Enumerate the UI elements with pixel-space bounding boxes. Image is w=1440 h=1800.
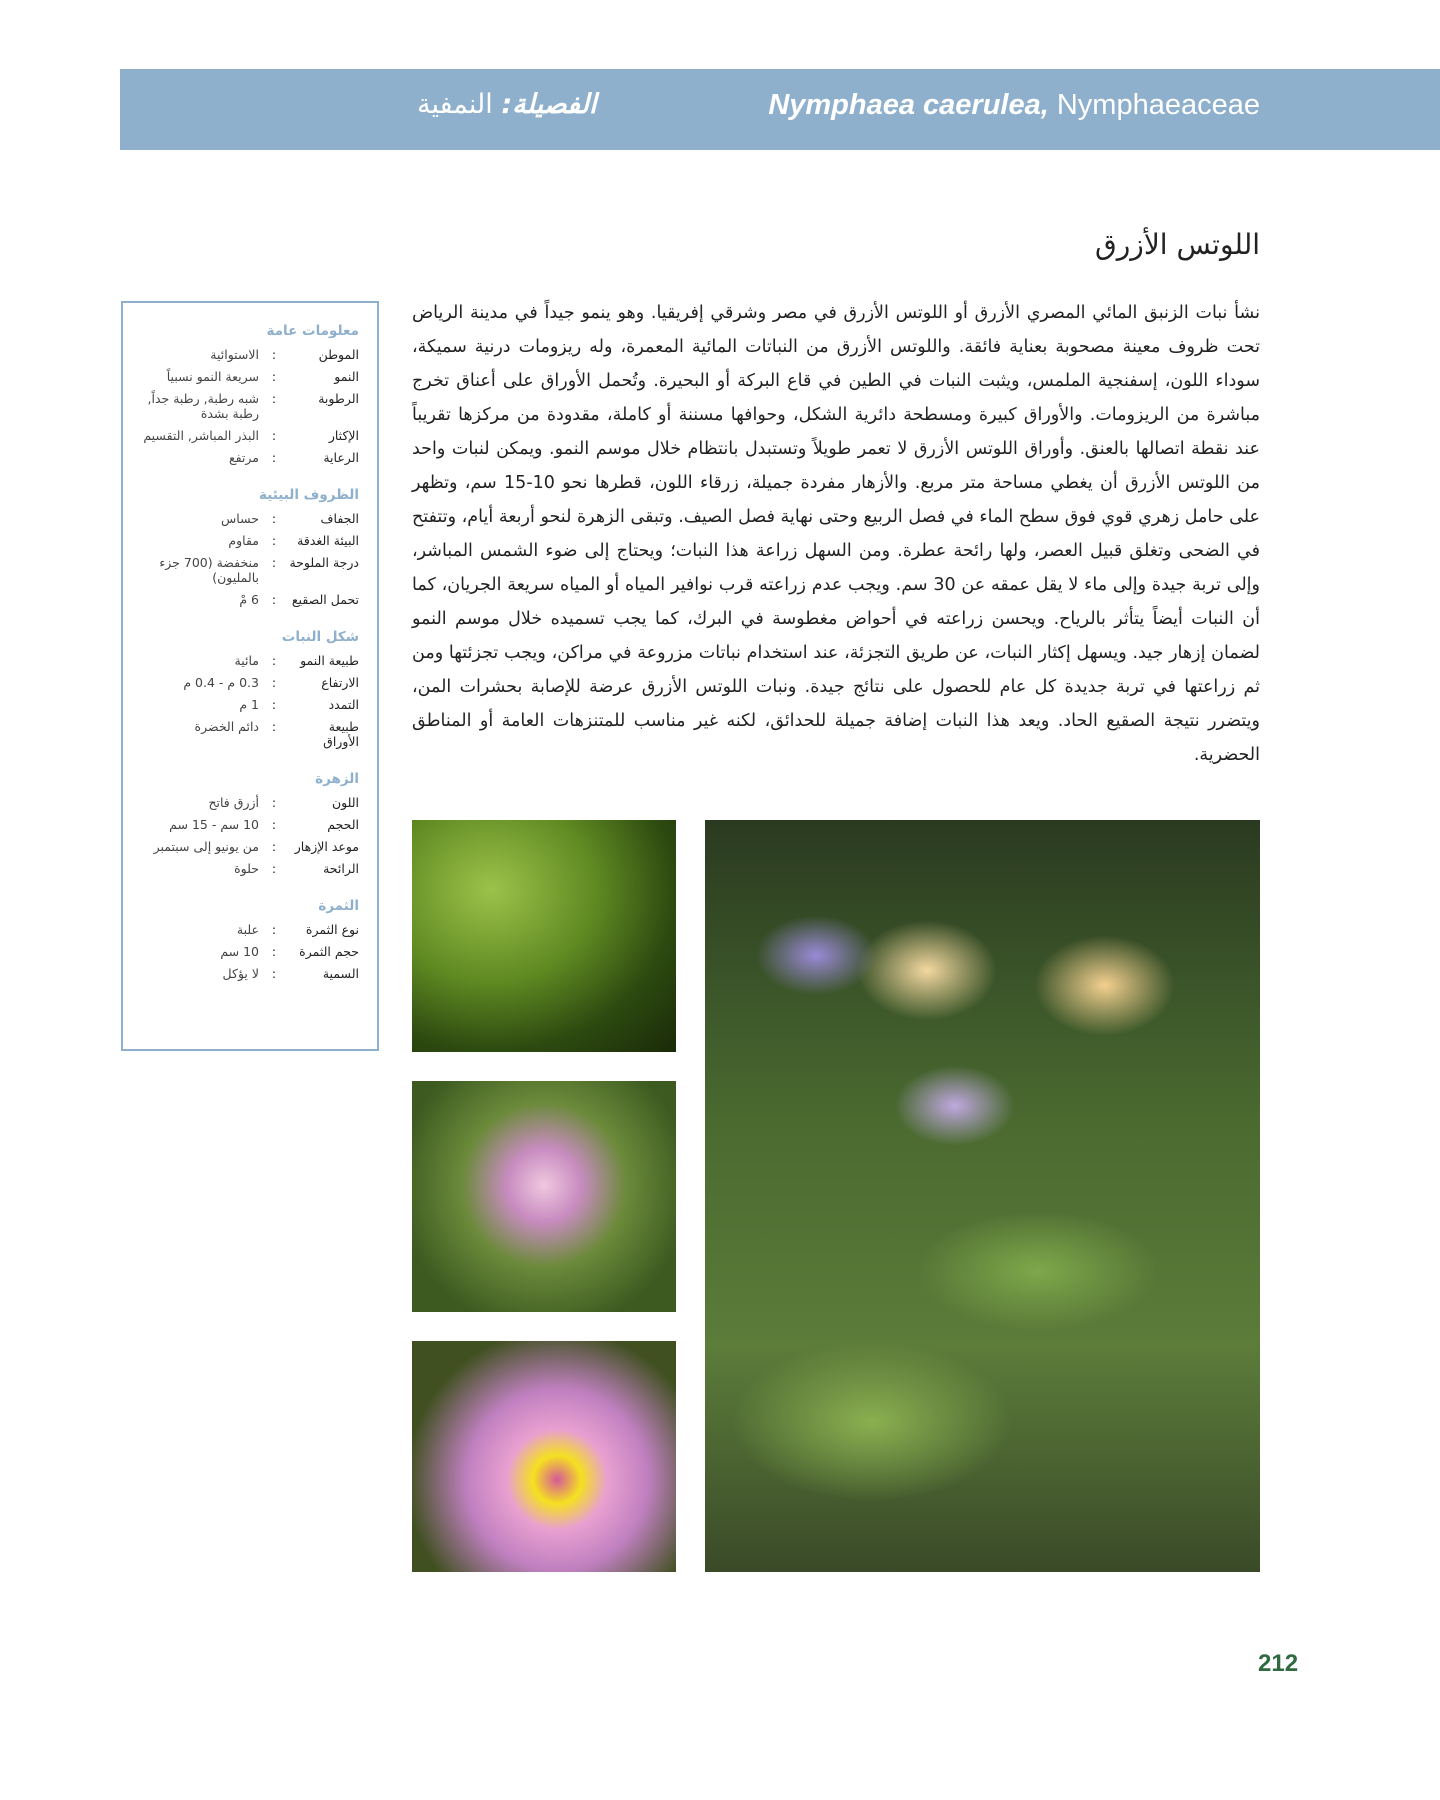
info-value: 1 م xyxy=(239,697,259,712)
colon: : xyxy=(271,653,277,668)
header-band xyxy=(120,69,1440,150)
colon: : xyxy=(271,555,277,570)
info-value: منخفضة (700 جزء بالمليون) xyxy=(159,555,259,585)
info-row xyxy=(133,533,359,548)
info-row xyxy=(133,697,359,712)
info-key: الارتفاع xyxy=(321,675,359,690)
info-row xyxy=(133,369,359,384)
info-key: الإكثار xyxy=(328,428,359,443)
info-row xyxy=(133,719,359,749)
colon: : xyxy=(271,428,277,443)
info-value: البذر المباشر, التقسيم xyxy=(143,428,259,443)
colon: : xyxy=(271,697,277,712)
info-key: السمية xyxy=(322,966,359,981)
info-row xyxy=(133,428,359,443)
info-row xyxy=(133,922,359,937)
info-key: البيئة الغدقة xyxy=(297,533,359,548)
colon: : xyxy=(271,450,277,465)
info-key: الموطن xyxy=(318,347,359,362)
info-row xyxy=(133,653,359,668)
info-value: مقاوم xyxy=(228,533,259,548)
colon: : xyxy=(271,347,277,362)
info-key: طبيعة النمو xyxy=(300,653,359,668)
section-heading: شكل النبات xyxy=(281,629,359,645)
info-value: من يونيو إلى سبتمبر xyxy=(153,839,259,854)
photo-leaves xyxy=(412,820,676,1052)
info-value: علبة xyxy=(236,922,259,937)
info-section xyxy=(133,323,359,465)
info-row xyxy=(133,347,359,362)
info-key: موعد الإزهار xyxy=(294,839,359,854)
info-value: مرتفع xyxy=(228,450,259,465)
info-row xyxy=(133,675,359,690)
info-value: 10 سم xyxy=(220,944,259,959)
colon: : xyxy=(271,839,277,854)
colon: : xyxy=(271,922,277,937)
page-title: اللوتس الأزرق xyxy=(1095,228,1260,261)
info-value: شبه رطبة, رطبة جداً, رطبة بشدة xyxy=(147,391,259,421)
info-row xyxy=(133,450,359,465)
colon: : xyxy=(271,511,277,526)
description-paragraph: نشأ نبات الزنبق المائي المصري الأزرق أو اللوتس الأزرق في مصر وشرقي إفريقيا. وهو ينمو جيداً في مدينة الرياض تحت ظروف معينة مصحوبة بعناية فائقة. واللوتس الأزرق من النباتات المائية المعمرة، وله ريزومات درنية سميكة، سوداء اللون، إسفنجية الملمس، ويثبت النبات في الطين في قاع البركة أو البحيرة. وتُحمل الأوراق على أعناق تخرج مباشرة من الريزومات. والأوراق كبيرة ومسطحة دائرية الشكل، وحوافها مسننة أو كاملة، مقدودة من مركزها تقريباً عند نقطة اتصالها بالعنق. وأوراق اللوتس الأزرق لا تعمر طويلاً وتستبدل بانتظام خلال موسم النمو. ويمكن لنبات واحد من اللوتس الأزرق أن يغطي مساحة متر مربع. والأزهار مفردة جميلة، زرقاء اللون، قطرها نحو 10-15 سم، وتظهر على حامل زهري قوي فوق سطح الماء في فصل الربيع وحتى نهاية فصل الصيف. وتبقى الزهرة لنحو أربعة أيام، وتتفتح في الضحى وتغلق قبيل العصر، ولها رائحة عطرة. ومن السهل زراعة هذا النبات؛ ويحتاج إلى ضوء الشمس المباشر، وإلى تربة جيدة وإلى ماء لا يقل عمقه عن 30 سم. ويجب عدم زراعته قرب نوافير المياه أو المياه سريعة الجريان، كما أن النبات أيضاً يتأثر بالرياح. ويحسن زراعته في أحواض مغطوسة في البرك، كما يجب تسميده خلال موسم النمو لضمان إزهار جيد. ويسهل إكثار النبات، عن طريق التجزئة، عند استخدام نباتات مزروعة في مراكن، ويجب تجزئتها ومن ثم زراعتها في تربة جديدة كل عام للحصول على نتائج جيدة. ونبات اللوتس الأزرق عرضة للإصابة بحشرات المن، ويتضرر نتيجة الصقيع الحاد. ويعد هذا النبات إضافة جميلة للحدائق، لكنه غير مناسب للمتنزهات العامة أو المناطق الحضرية. xyxy=(412,303,1260,765)
info-key: النمو xyxy=(334,369,359,384)
colon: : xyxy=(271,719,277,734)
info-section xyxy=(133,771,359,876)
info-row xyxy=(133,861,359,876)
section-heading: الظروف البيئية xyxy=(259,487,359,503)
info-row xyxy=(133,817,359,832)
info-row xyxy=(133,555,359,585)
info-sidebar xyxy=(121,301,379,1051)
info-row xyxy=(133,391,359,421)
colon: : xyxy=(271,391,277,406)
info-key: الرائحة xyxy=(323,861,359,876)
info-value: دائم الخضرة xyxy=(194,719,259,734)
info-section xyxy=(133,898,359,981)
info-value: الاستوائية xyxy=(210,347,259,362)
info-value: لا يؤكل xyxy=(222,966,259,981)
info-key: الرعاية xyxy=(323,450,359,465)
page-number: 212 xyxy=(1258,1650,1299,1677)
info-key: الجفاف xyxy=(320,511,359,526)
photo-flower-bees xyxy=(412,1341,676,1572)
info-key: نوع الثمرة xyxy=(305,922,359,937)
info-value: حساس xyxy=(221,511,259,526)
info-key: تحمل الصقيع xyxy=(291,592,359,607)
info-key: طبيعة الأوراق xyxy=(323,719,359,749)
scientific-name: Nymphaea caerulea, Nymphaeaceae xyxy=(768,89,1260,121)
info-value: 6 مْ xyxy=(239,592,259,607)
info-row xyxy=(133,839,359,854)
info-section xyxy=(133,629,359,749)
info-row xyxy=(133,966,359,981)
info-key: الرطوبة xyxy=(318,391,359,406)
photo-flower-closeup xyxy=(412,1081,676,1312)
colon: : xyxy=(271,533,277,548)
info-section xyxy=(133,487,359,607)
info-key: درجة الملوحة xyxy=(289,555,359,570)
family-arabic: الفصيلة: النمفية xyxy=(417,89,597,120)
info-key: اللون xyxy=(331,795,359,810)
colon: : xyxy=(271,944,277,959)
colon: : xyxy=(271,817,277,832)
info-key: التمدد xyxy=(328,697,359,712)
section-heading: الثمرة xyxy=(318,898,359,914)
info-value: أزرق فاتح xyxy=(208,795,259,810)
info-key: الحجم xyxy=(327,817,359,832)
section-heading: معلومات عامة xyxy=(266,323,359,339)
colon: : xyxy=(271,861,277,876)
info-key: حجم الثمرة xyxy=(299,944,359,959)
info-row xyxy=(133,944,359,959)
colon: : xyxy=(271,795,277,810)
info-row xyxy=(133,592,359,607)
info-value: 0.3 م - 0.4 م xyxy=(183,675,259,690)
info-row xyxy=(133,795,359,810)
info-value: 10 سم - 15 سم xyxy=(169,817,259,832)
info-value: سريعة النمو نسبياً xyxy=(166,369,259,384)
colon: : xyxy=(271,369,277,384)
info-value: حلوة xyxy=(234,861,259,876)
colon: : xyxy=(271,592,277,607)
info-value: مائية xyxy=(234,653,259,668)
photo-pond xyxy=(705,820,1260,1572)
info-row xyxy=(133,511,359,526)
colon: : xyxy=(271,675,277,690)
colon: : xyxy=(271,966,277,981)
section-heading: الزهرة xyxy=(315,771,359,787)
